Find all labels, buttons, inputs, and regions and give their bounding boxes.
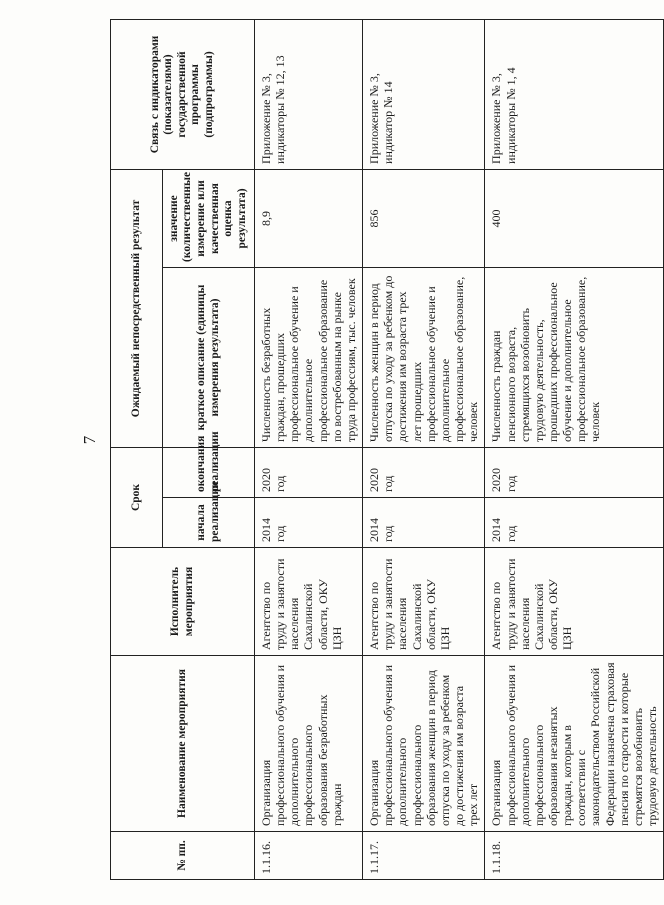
header-name: Наименование мероприятия [111, 656, 255, 832]
cell-desc: Численность женщин в период отпуска по уходу за ребенком до достижения им возраста трех лет прошедших профессиональное обучение и дополнительное профессиональное образование, человек [363, 267, 485, 447]
cell-name: Организация профессионального обучения и дополнительного профессионального образования женщин в период отпуска по уходу за ребенком до достижения им возраста трех лет [363, 656, 485, 832]
cell-link: Приложение № 3, индикатор № 14 [363, 19, 485, 169]
table-row [485, 19, 664, 879]
header-expected-value: значение (количественные измерение или качественная оценка результата) [163, 169, 255, 267]
cell-executor: Агентство по труду и занятости населения Сахалинской области, ОКУ ЦЗН [485, 548, 664, 656]
cell-desc: Численность граждан пенсионного возраста, стремящихся возобновить трудовую деятельность, прошедших профессиональное обучение и дополнительное профессиональное образование, человек [485, 267, 664, 447]
cell-value: 856 [363, 169, 485, 267]
header-term: Срок [111, 447, 163, 547]
cell-desc: Численность безработных граждан, прошедших профессиональное обучение и дополнительное профессиональное образование по востребованным на рынке труда профессиям, тыс. человек [255, 267, 363, 447]
cell-start: 2014 год [485, 498, 664, 548]
page-number: 7 [80, 435, 99, 445]
cell-link: Приложение № 3, индикаторы № 12, 13 [255, 19, 363, 169]
cell-name: Организация профессионального обучения и дополнительного профессионального образования безработных граждан [255, 656, 363, 832]
header-num: № пп. [111, 832, 255, 880]
table-row [255, 19, 363, 879]
cell-name: Организация профессионального обучения и дополнительного профессионального образования незанятых граждан, которым в соответствии с законодательством Российской Федерации назначена страховая пенсия по старости и которые стремятся возобновить трудовую деятельность [485, 656, 664, 832]
rotated-table-container [110, 20, 660, 880]
cell-num: 1.1.16. [255, 832, 363, 880]
header-expected-desc: краткое описание (единицы измерения результата) [163, 267, 255, 447]
cell-end: 2020 год [485, 447, 664, 497]
cell-start: 2014 год [255, 498, 363, 548]
cell-start: 2014 год [363, 498, 485, 548]
table-row [363, 19, 485, 879]
cell-link: Приложение № 3, индикаторы № 1, 4 [485, 19, 664, 169]
cell-num: 1.1.17. [363, 832, 485, 880]
header-term-end: окончания реализации [163, 447, 255, 497]
cell-end: 2020 год [363, 447, 485, 497]
cell-value: 400 [485, 169, 664, 267]
cell-num: 1.1.18. [485, 832, 664, 880]
header-expected: Ожидаемый непосредственный результат [111, 169, 163, 447]
header-link: Связь с индикаторами (показателями) государственной программы (подпрограммы) [111, 19, 255, 169]
measures-table [110, 19, 664, 880]
cell-value: 8,9 [255, 169, 363, 267]
header-row-1 [111, 19, 163, 879]
cell-executor: Агентство по труду и занятости населения Сахалинской области, ОКУ ЦЗН [363, 548, 485, 656]
header-term-start: начала реализации [163, 498, 255, 548]
header-executor: Исполнитель мероприятия [111, 548, 255, 656]
cell-end: 2020 год [255, 447, 363, 497]
cell-executor: Агентство по труду и занятости населения Сахалинской области, ОКУ ЦЗН [255, 548, 363, 656]
